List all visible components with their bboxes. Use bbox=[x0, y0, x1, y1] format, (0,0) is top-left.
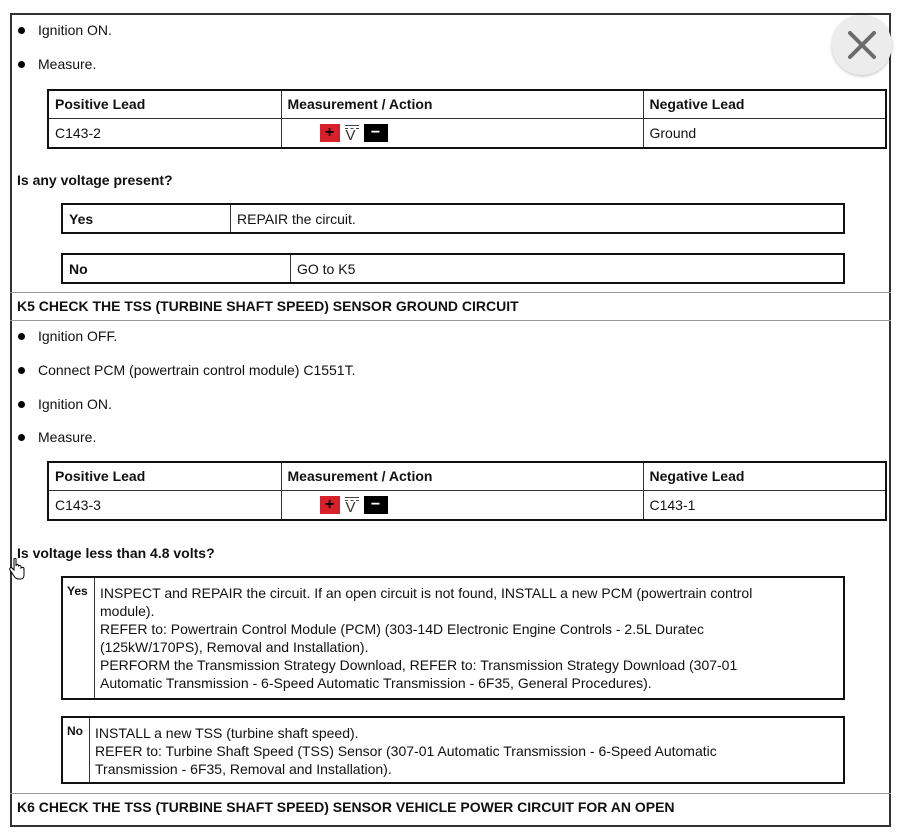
dc-voltage-icon: V bbox=[343, 496, 361, 514]
positive-lead-value: C143-3 bbox=[48, 490, 281, 520]
answer-label: No bbox=[63, 718, 90, 782]
question: Is any voltage present? bbox=[17, 172, 173, 188]
answer-no bbox=[61, 253, 845, 284]
bullet-dot-icon bbox=[18, 27, 25, 34]
negative-probe-icon: − bbox=[364, 124, 388, 142]
close-icon bbox=[847, 30, 877, 60]
positive-probe-icon: + bbox=[320, 124, 340, 142]
positive-probe-icon: + bbox=[320, 496, 340, 514]
negative-lead-value: Ground bbox=[643, 118, 886, 148]
negative-lead-value: C143-1 bbox=[643, 490, 886, 520]
bullet-dot-icon bbox=[18, 367, 25, 374]
header-measurement: Measurement / Action bbox=[281, 90, 643, 118]
hand-pointer-icon bbox=[9, 558, 25, 580]
bullet-dot-icon bbox=[18, 61, 25, 68]
answer-text: REPAIR the circuit. bbox=[237, 210, 356, 227]
answer-label: Yes bbox=[63, 205, 231, 232]
answer-yes bbox=[61, 576, 845, 700]
header-measurement: Measurement / Action bbox=[281, 462, 643, 490]
measurement-table bbox=[47, 89, 887, 149]
bullet-dot-icon bbox=[18, 434, 25, 441]
header-negative-lead: Negative Lead bbox=[643, 90, 886, 118]
answer-label: No bbox=[63, 255, 291, 282]
answer-text: GO to K5 bbox=[297, 260, 356, 277]
bullet-dot-icon bbox=[18, 401, 25, 408]
header-positive-lead: Positive Lead bbox=[48, 90, 281, 118]
dc-voltage-icon: V bbox=[343, 124, 361, 142]
answer-no bbox=[61, 716, 845, 784]
answer-text: INSTALL a new TSS (turbine shaft speed). REFER to: Turbine Shaft Speed (TSS) Sensor (307-01 Automatic Transmission - 6-Speed Automatic Transmission - 6F35, Removal and Installation). bbox=[95, 725, 717, 777]
positive-lead-value: C143-2 bbox=[48, 118, 281, 148]
answer-yes bbox=[61, 203, 845, 234]
bullet-dot-icon bbox=[18, 333, 25, 340]
divider bbox=[10, 793, 891, 794]
divider bbox=[10, 292, 891, 293]
divider bbox=[10, 320, 891, 321]
measurement-symbol bbox=[281, 118, 643, 148]
header-positive-lead: Positive Lead bbox=[48, 462, 281, 490]
step-title-k6: K6 CHECK THE TSS (TURBINE SHAFT SPEED) SENSOR VEHICLE POWER CIRCUIT FOR AN OPEN bbox=[17, 799, 675, 815]
measurement-table bbox=[47, 461, 887, 521]
header-negative-lead: Negative Lead bbox=[643, 462, 886, 490]
answer-text: INSPECT and REPAIR the circuit. If an open circuit is not found, INSTALL a new PCM (powertrain control module). REFER to: Powertrain Control Module (PCM) (303-14D Electronic Engine Controls - 2.5L Duratec (125kW/170PS), Removal and Installation). PERFORM the Transmission Strategy Download, REFER to: Transmission Strategy Download (307-01 Automatic Transmission - 6-Speed Automatic Transmission - 6F35, General Procedures). bbox=[100, 585, 753, 691]
close-button[interactable] bbox=[832, 15, 892, 75]
negative-probe-icon: − bbox=[364, 496, 388, 514]
measurement-symbol bbox=[281, 490, 643, 520]
step-title-k5: K5 CHECK THE TSS (TURBINE SHAFT SPEED) SENSOR GROUND CIRCUIT bbox=[17, 298, 519, 314]
question: Is voltage less than 4.8 volts? bbox=[17, 545, 215, 561]
answer-label: Yes bbox=[63, 578, 95, 698]
